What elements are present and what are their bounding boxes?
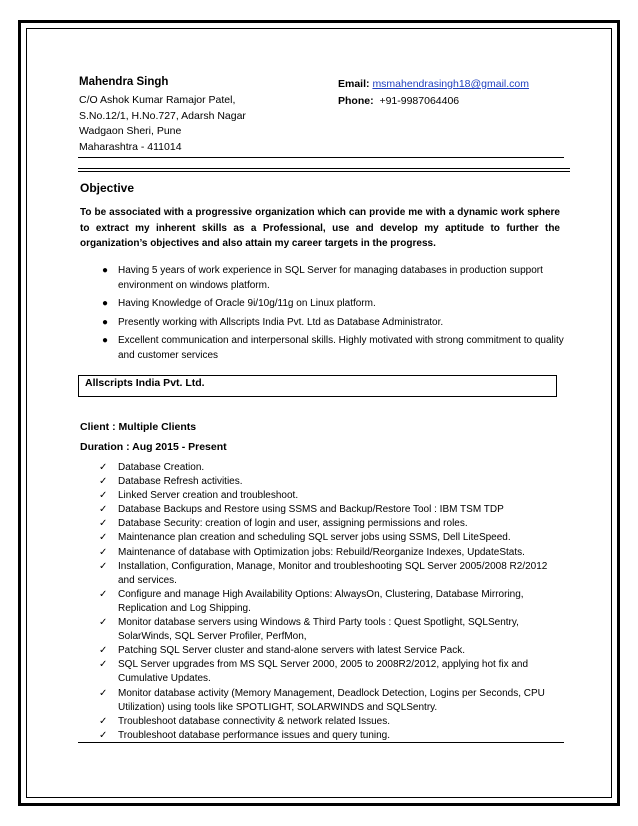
list-item-text: Troubleshoot database performance issues and query tuning.	[118, 729, 391, 741]
bullet-icon: ●	[102, 265, 109, 276]
phone-label: Phone:	[338, 95, 374, 107]
list-item	[98, 316, 568, 331]
list-item	[98, 715, 558, 729]
checkmark-icon: ✓	[99, 490, 108, 502]
contact-block	[338, 76, 529, 110]
bullet-icon: ●	[102, 335, 109, 346]
checkmark-icon: ✓	[99, 588, 108, 600]
checkmark-icon: ✓	[99, 617, 108, 629]
list-item-text: Maintenance plan creation and scheduling SQL server jobs using SSMS, Dell LiteSpeed.	[118, 532, 511, 544]
phone-row	[338, 93, 529, 110]
list-item-text: Excellent communication and interpersonal skills. Highly motivated with strong commitment to quality and customer services	[118, 335, 564, 361]
list-item	[98, 489, 558, 503]
list-item-text: Installation, Configuration, Manage, Monitor and troubleshooting SQL Server 2005/2008 R2/2012 and services.	[118, 560, 548, 586]
list-item	[98, 531, 558, 545]
divider	[78, 742, 564, 743]
list-item-text: Having 5 years of work experience in SQL Server for managing databases in production support environment on windows platform.	[118, 265, 543, 291]
list-item-text: Database Creation.	[118, 462, 205, 473]
list-item	[98, 475, 558, 489]
list-item	[98, 560, 558, 588]
list-item-text: Maintenance of database with Optimization jobs: Rebuild/Reorganize Indexes, UpdateStats.	[118, 546, 525, 558]
checkmark-icon: ✓	[99, 504, 108, 516]
checkmark-icon: ✓	[99, 645, 108, 657]
list-item-text: Database Refresh activities.	[118, 476, 243, 488]
list-item-text: Database Backups and Restore using SSMS and Backup/Restore Tool : IBM TSM TDP	[118, 504, 504, 516]
divider	[78, 168, 570, 169]
address-line: S.No.12/1, H.No.727, Adarsh Nagar	[79, 109, 246, 122]
list-item	[98, 461, 558, 475]
phone-number: +91-9987064406	[379, 95, 460, 107]
objective-text: To be associated with a progressive organization which can provide me with a dynamic work sphere to extract my inherent skills as a Professional, use and develop my aptitude to further the organization’s objectives and also attain my career targets in the progress.	[80, 207, 560, 249]
list-item-text: Having Knowledge of Oracle 9i/10g/11g on Linux platform.	[118, 298, 376, 309]
list-item	[98, 616, 558, 644]
list-item	[98, 334, 568, 363]
list-item-text: Configure and manage High Availability Options: AlwaysOn, Clustering, Database Mirroring, Replication and Log Shipping.	[118, 588, 524, 614]
address-line: Maharashtra - 411014	[79, 140, 182, 153]
address-block	[79, 93, 246, 155]
list-item-text: Presently working with Allscripts India Pvt. Ltd as Database Administrator.	[118, 316, 444, 328]
list-item-text: Database Security: creation of login and user, assigning permissions and roles.	[118, 518, 468, 530]
checkmark-icon: ✓	[99, 532, 108, 544]
email-label: Email:	[338, 78, 370, 90]
list-item	[98, 644, 558, 658]
list-item-text: Troubleshoot database connectivity & network related Issues.	[118, 715, 391, 727]
list-item-text: Linked Server creation and troubleshoot.	[118, 490, 299, 502]
list-item	[98, 546, 558, 560]
email-row	[338, 76, 529, 93]
list-item-text: Monitor database activity (Memory Management, Deadlock Detection, Logins per Seconds, CPU Utilization) using tools like SPOTLIGHT, SOLARWINDS and SQLSentry.	[118, 687, 545, 713]
checkmark-icon: ✓	[99, 687, 108, 699]
responsibilities-list	[98, 461, 558, 743]
list-item	[98, 517, 558, 531]
checkmark-icon: ✓	[99, 462, 108, 473]
list-item	[98, 503, 558, 517]
checkmark-icon: ✓	[99, 476, 108, 488]
list-item	[98, 658, 558, 686]
bullet-icon: ●	[102, 316, 109, 328]
company-name: Allscripts India Pvt. Ltd.	[85, 377, 205, 389]
divider	[78, 157, 564, 158]
checkmark-icon: ✓	[99, 518, 108, 530]
objective-heading: Objective	[80, 181, 135, 195]
checkmark-icon: ✓	[99, 546, 108, 558]
list-item-text: Patching SQL Server cluster and stand-alone servers with latest Service Pack.	[118, 645, 466, 657]
list-item-text: SQL Server upgrades from MS SQL Server 2000, 2005 to 2008R2/2012, applying hot fix and Cumulative Updates.	[118, 659, 529, 685]
checkmark-icon: ✓	[99, 659, 108, 671]
checkmark-icon: ✓	[99, 560, 108, 572]
candidate-name: Mahendra Singh	[79, 76, 169, 88]
list-item	[98, 729, 558, 743]
email-link[interactable]: msmahendrasingh18@gmail.com	[372, 78, 529, 90]
list-item	[98, 588, 558, 616]
summary-list	[98, 264, 568, 367]
list-item	[98, 687, 558, 715]
list-item	[98, 297, 568, 312]
checkmark-icon: ✓	[99, 715, 108, 727]
address-line: Wadgaon Sheri, Pune	[79, 125, 182, 137]
bullet-icon: ●	[102, 298, 109, 309]
client-line: Client : Multiple Clients	[80, 421, 197, 433]
divider	[78, 171, 570, 172]
duration-line: Duration : Aug 2015 - Present	[80, 441, 227, 453]
checkmark-icon: ✓	[99, 729, 108, 741]
list-item-text: Monitor database servers using Windows & Third Party tools : Quest Spotlight, SQLSentry, SolarWinds, SQL Server Profiler, PerfMon,	[118, 617, 519, 643]
list-item	[98, 264, 568, 293]
address-line: C/O Ashok Kumar Ramajor Patel,	[79, 94, 236, 106]
